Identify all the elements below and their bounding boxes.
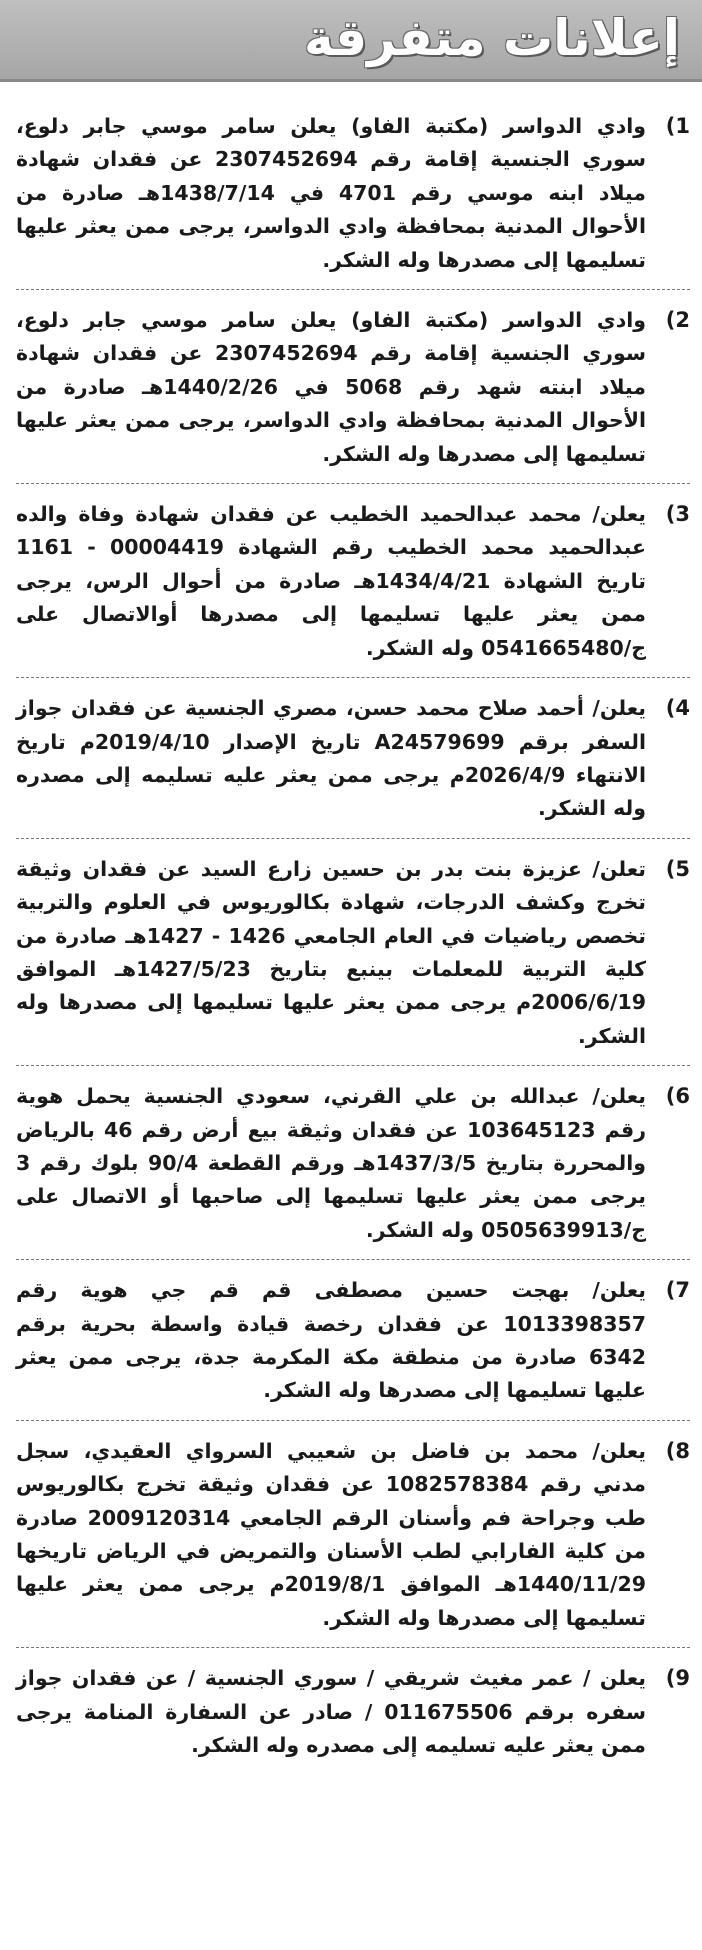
section-header <box>0 0 702 82</box>
ad-item-6 <box>16 1080 690 1247</box>
ad-item-2 <box>16 304 690 471</box>
ad-item-9 <box>16 1662 690 1762</box>
ad-divider <box>16 1259 690 1260</box>
ad-divider <box>16 838 690 839</box>
ad-divider <box>16 289 690 290</box>
ad-item-3 <box>16 498 690 665</box>
ad-number: 1) <box>665 114 690 138</box>
ad-number: 3) <box>665 502 690 527</box>
ad-divider <box>16 1065 690 1066</box>
ad-item-8 <box>16 1435 690 1635</box>
ad-text: يعلن/ محمد عبدالحميد الخطيب عن فقدان شهادة وفاة والده عبدالحميد محمد الخطيب رقم الشهادة 00004419 - 1161 تاريخ الشهادة 1434/4/21هـ صادرة من أحوال الرس، يرجى ممن يعثر عليها تسليمها إلى مصدرها أوالاتصال على ج/0541665480 وله الشكر. <box>16 502 646 660</box>
ad-item-7 <box>16 1274 690 1408</box>
ad-text: وادي الدواسر (مكتبة الفاو) يعلن سامر موسي جابر دلوع، سوري الجنسية إقامة رقم 2307452694 عن فقدان شهادة ميلاد ابنته شهد رقم 5068 في 1440/2/26هـ صادرة من الأحوال المدنية بمحافظة وادي الدواسر، يرجى ممن يعثر عليها تسليمها إلى مصدرها وله الشكر. <box>16 308 646 466</box>
ad-text: وادي الدواسر (مكتبة الفاو) يعلن سامر موسي جابر دلوع، سوري الجنسية إقامة رقم 2307452694 عن فقدان شهادة ميلاد ابنه موسي رقم 4701 في 1438/7/14هـ صادرة من الأحوال المدنية بمحافظة وادي الدواسر، يرجى ممن يعثر عليها تسليمها إلى مصدرها وله الشكر. <box>16 114 646 272</box>
ad-text: يعلن/ عبدالله بن علي القرني، سعودي الجنسية يحمل هوية رقم 103645123 عن فقدان وثيقة بيع أرض رقم 46 بالرياض والمحررة بتاريخ 1437/3/5هـ ورقم القطعة 90/4 بلوك رقم 3 يرجى ممن يعثر عليها تسليمها إلى صاحبها أو الاتصال على ج/0505639913 وله الشكر. <box>16 1084 646 1242</box>
ad-divider <box>16 483 690 484</box>
ad-divider <box>16 677 690 678</box>
ad-number: 5) <box>665 856 690 881</box>
ad-item-4 <box>16 692 690 826</box>
ad-number: 4) <box>665 696 690 721</box>
ad-number: 7) <box>665 1278 690 1303</box>
ad-text: يعلن/ بهجت حسين مصطفى قم قم جي هوية رقم 1013398357 عن فقدان رخصة قيادة واسطة بحرية برقم 6342 صادرة من منطقة مكة المكرمة جدة، يرجى ممن يعثر عليها تسليمها إلى مصدرها وله الشكر. <box>16 1278 646 1403</box>
ad-text: يعلن/ أحمد صلاح محمد حسن، مصري الجنسية عن فقدان جواز السفر برقم A24579699 تاريخ الإصدار 2019/4/10م تاريخ الانتهاء 2026/4/9م يرجى ممن يعثر عليه تسليمه إلى مصدره وله الشكر. <box>16 696 646 821</box>
ad-divider <box>16 1647 690 1648</box>
classified-ads-list <box>16 110 690 1762</box>
ad-number: 9) <box>665 1666 690 1691</box>
ad-text: تعلن/ عزيزة بنت بدر بن حسين زارع السيد عن فقدان وثيقة تخرج وكشف الدرجات، شهادة بكالوريوس في العلوم والتربية تخصص رياضيات في العام الجامعي 1426 - 1427هـ صادرة من كلية التربية للمعلمات بينبع بتاريخ 1427/5/23هـ الموافق 2006/6/19م يرجى ممن يعثر عليها تسليمها إلى مصدرها وله الشكر. <box>16 856 646 1048</box>
ad-text: يعلن / عمر مغيث شريقي / سوري الجنسية / عن فقدان جواز سفره برقم 011675506 / صادر عن السفارة المنامة يرجى ممن يعثر عليه تسليمه إلى مصدره وله الشكر. <box>16 1666 646 1758</box>
ad-number: 8) <box>665 1438 690 1463</box>
ad-number: 2) <box>665 308 690 333</box>
ad-text: يعلن/ محمد بن فاضل بن شعيبي السرواي العقيدي، سجل مدني رقم 1082578384 عن فقدان وثيقة تخرج بكالوريوس طب وجراحة فم وأسنان الرقم الجامعي 2009120314 صادرة من كلية الفارابي لطب الأسنان والتمريض في الرياض تاريخها 1440/11/29هـ الموافق 2019/8/1م يرجى ممن يعثر عليها تسليمها إلى مصدرها وله الشكر. <box>16 1438 647 1630</box>
ad-item-5 <box>16 853 690 1053</box>
section-title: إعلانات متفرقة <box>304 9 680 67</box>
ad-divider <box>16 1420 690 1421</box>
ad-item-1 <box>16 110 690 277</box>
ad-number: 6) <box>665 1084 690 1109</box>
